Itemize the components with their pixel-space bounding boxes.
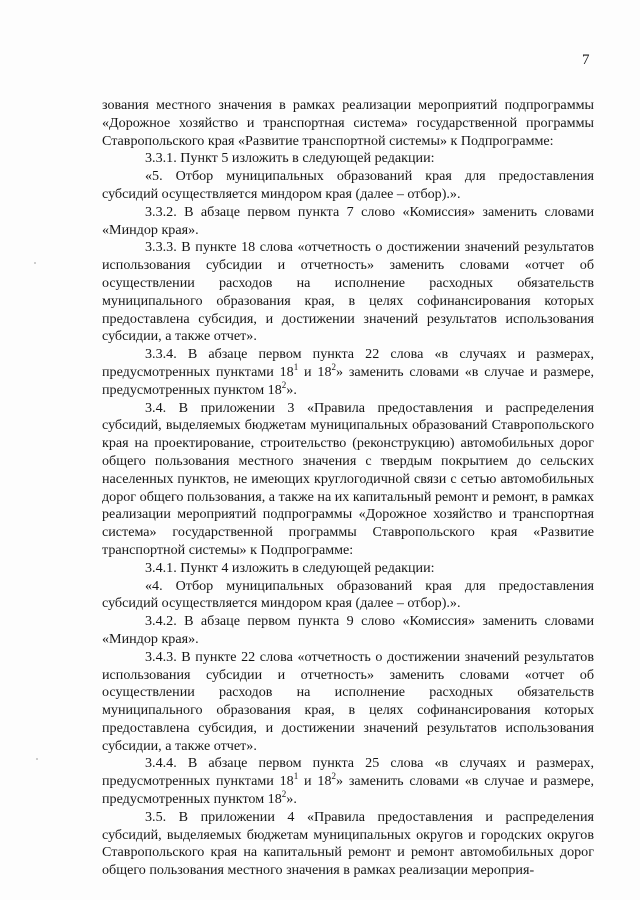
- paragraph-3-4-1-quote: «4. Отбор муниципальных образований края для предоставления субсидий осуществляется миндором края (далее – отбор).».: [102, 577, 594, 612]
- paragraph-3-3-4: [102, 346, 594, 399]
- paragraph-3-3-1-quote: «5. Отбор муниципальных образований края для предоставления субсидий осуществляется миндором края (далее – отбор).».: [102, 168, 594, 202]
- superscript: 2: [281, 379, 287, 390]
- paragraph-3-4-1: 3.4.1. Пункт 4 изложить в следующей редакции:: [145, 559, 435, 576]
- paragraph-continuation: зования местного значения в рамках реализации мероприятий подпрограммы «Дорожное хозяйство и транспортная система» государственной программы Ставропольского края «Развитие транспортной системы» к Подпрограмме:: [102, 97, 594, 149]
- paragraph-3-3-3: 3.3.3. В пункте 18 слова «отчетность о достижении значений результатов использования субсидии и отчетность» заменить словами «отчет об осуществлении расходов на исполнение расходных обязательств муниципального образования края, в целях софинансирования которых предоставлена субсидия, и достижении значений результатов использования субсидии, а также отчет».: [102, 239, 594, 345]
- scan-speck: [34, 262, 36, 264]
- superscript: 1: [293, 771, 299, 782]
- paragraph-3-3-4-text-b: и 18: [298, 363, 332, 380]
- paragraph-3-3-1: 3.3.1. Пункт 5 изложить в следующей редакции:: [145, 150, 435, 167]
- superscript: 2: [281, 789, 287, 800]
- paragraph-3-3-4-text-c: » заменить словами «в случае и размере, предусмотренных пунктом 18: [102, 363, 594, 398]
- scan-speck: [36, 758, 38, 760]
- paragraph-3-4-3: 3.4.3. В пункте 22 слова «отчетность о достижении значений результатов использования субсидии и отчетность» заменить словами «отчет об осуществлении расходов на исполнение расходных обязательств муниципального образования края, в целях софинансирования которых предоставлена субсидия, и достижении значений результатов использования субсидии, а также отчет».: [102, 648, 594, 754]
- paragraph-3-4-4-text-a: 3.4.4. В абзаце первом пункта 25 слова «в случаях и размерах, предусмотренных пунктами 18: [102, 755, 594, 790]
- paragraph-3-4-4-text-b: и 18: [298, 773, 332, 790]
- paragraph-3-3-4-text-d: ».: [286, 381, 297, 398]
- paragraph-3-4-4-text-d: ».: [286, 791, 297, 808]
- superscript: 1: [293, 361, 299, 372]
- paragraph-3-4-4-text-c: » заменить словами «в случае и размере, предусмотренных пунктом 18: [102, 773, 594, 808]
- paragraph-3-5: 3.5. В приложении 4 «Правила предоставления и распределения субсидий, выделяемых бюджетам муниципальных округов и городских округов Ставропольского края на капитальный ремонт и ремонт автомобильных дорог общего пользования местного значения в рамках реализации мероприя-: [102, 808, 594, 879]
- page-number: 7: [582, 52, 590, 68]
- superscript: 2: [331, 771, 336, 782]
- paragraph-3-4: 3.4. В приложении 3 «Правила предоставления и распределения субсидий, выделяемых бюджетам муниципальных образований Ставропольского края на проектирование, строительство (реконструкцию) автомобильных дорог общего пользования местного значения с твердым покрытием до сельских населенных пунктов, не имеющих круглогодичной связи с сетью автомобильных дорог общего пользования, а также на их капитальный ремонт и ремонт, в рамках реализации мероприятий подпрограммы «Дорожное хозяйство и транспортная система» государственной программы Ставропольского края «Развитие транспортной системы» к Подпрограмме:: [102, 399, 594, 558]
- paragraph-3-4-4: [102, 755, 594, 808]
- document-body: [102, 97, 594, 880]
- paragraph-3-4-2: 3.4.2. В абзаце первом пункта 9 слово «Комиссия» заменить словами «Миндор края».: [102, 613, 594, 647]
- paragraph-3-3-2: 3.3.2. В абзаце первом пункта 7 слово «Комиссия» заменить словами «Миндор края».: [102, 203, 594, 238]
- superscript: 2: [331, 361, 336, 372]
- paragraph-3-3-4-text-a: 3.3.4. В абзаце первом пункта 22 слова «в случаях и размерах, предусмотренных пунктами 18: [102, 346, 594, 380]
